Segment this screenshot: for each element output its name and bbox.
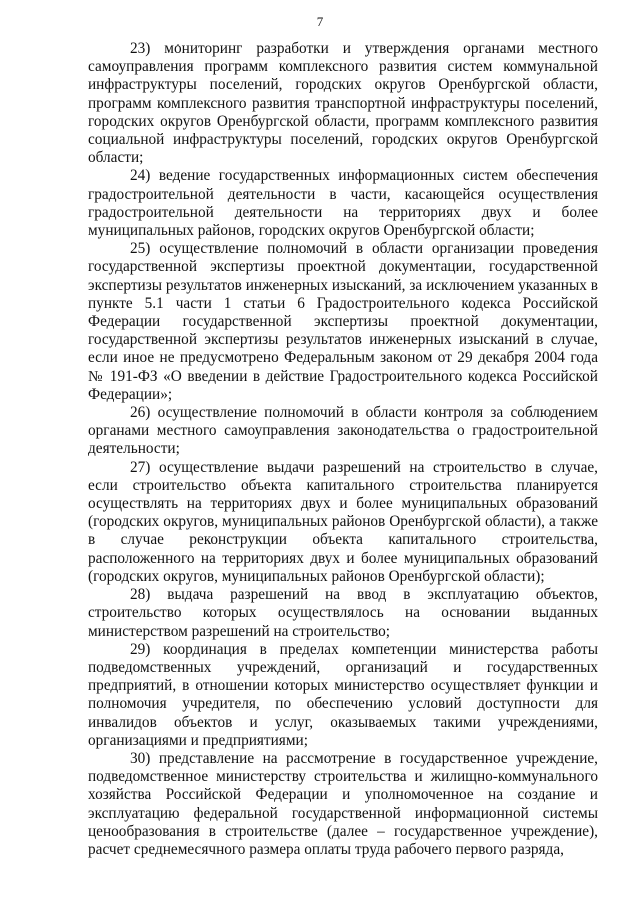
- paragraph-25: 25) осуществление полномочий в области организации проведения государственной экспертизы проектной документации, государственной экспертизы результатов инженерных изысканий, за исключением указанных в пункте 5.1 части 1 статьи 6 Градостроительного кодекса Российской Федерации государственной экспертизы проектной документации, государственной экспертизы результатов инженерных изысканий в случае, если иное не предусмотрено Федеральным законом от 29 декабря 2004 года № 191-ФЗ «О введении в действие Градостроительного кодекса Российской Федерации»;: [88, 240, 598, 403]
- paragraph-28: 28) выдача разрешений на ввод в эксплуатацию объектов, строительство которых осуществлялось на основании выданных министерством разрешений на строительство;: [88, 586, 598, 640]
- page-number: 7: [316, 14, 324, 29]
- paragraph-24: 24) ведение государственных информационных систем обеспечения градостроительной деятельности в части, касающейся осуществления градостроительной деятельности на территориях двух и более муниципальных районов, городских округов Оренбургской области;: [88, 167, 598, 240]
- paragraph-26: 26) осуществление полномочий в области контроля за соблюдением органами местного самоуправления законодательства о градостроительной деятельности;: [88, 404, 598, 458]
- document-body: [88, 40, 598, 859]
- paragraph-23: 23) мониторинг разработки и утверждения органами местного самоуправления программ комплексного развития систем коммунальной инфраструктуры поселений, городских округов Оренбургской области, программ комплексного развития транспортной инфраструктуры поселений, городских округов Оренбургской области, программ комплексного развития социальной инфраструктуры поселений, городских округов Оренбургской области;: [88, 40, 598, 167]
- paragraph-27: 27) осуществление выдачи разрешений на строительство в случае, если строительство объекта капитального строительства планируется осуществлять на территориях двух и более муниципальных образований (городских округов, муниципальных районов Оренбургской области), а также в случае реконструкции объекта капитального строительства, расположенного на территориях двух и более муниципальных образований (городских округов, муниципальных районов Оренбургской области);: [88, 458, 598, 585]
- paragraph-29: 29) координация в пределах компетенции министерства работы подведомственных учреждений, организаций и государственных предприятий, в отношении которых министерство осуществляет функции и полномочия учредителя, по обеспечению условий доступности для инвалидов объектов и услуг, оказываемых такими учреждениями, организациями и предприятиями;: [88, 640, 598, 749]
- paragraph-30: 30) представление на рассмотрение в государственное учреждение, подведомственное министерству строительства и жилищно-коммунального хозяйства Российской Федерации и уполномоченное на создание и эксплуатацию федеральной государственной информационной системы ценообразования в строительстве (далее – государственное учреждение), расчет среднемесячного размера оплаты труда рабочего первого разряда,: [88, 749, 598, 858]
